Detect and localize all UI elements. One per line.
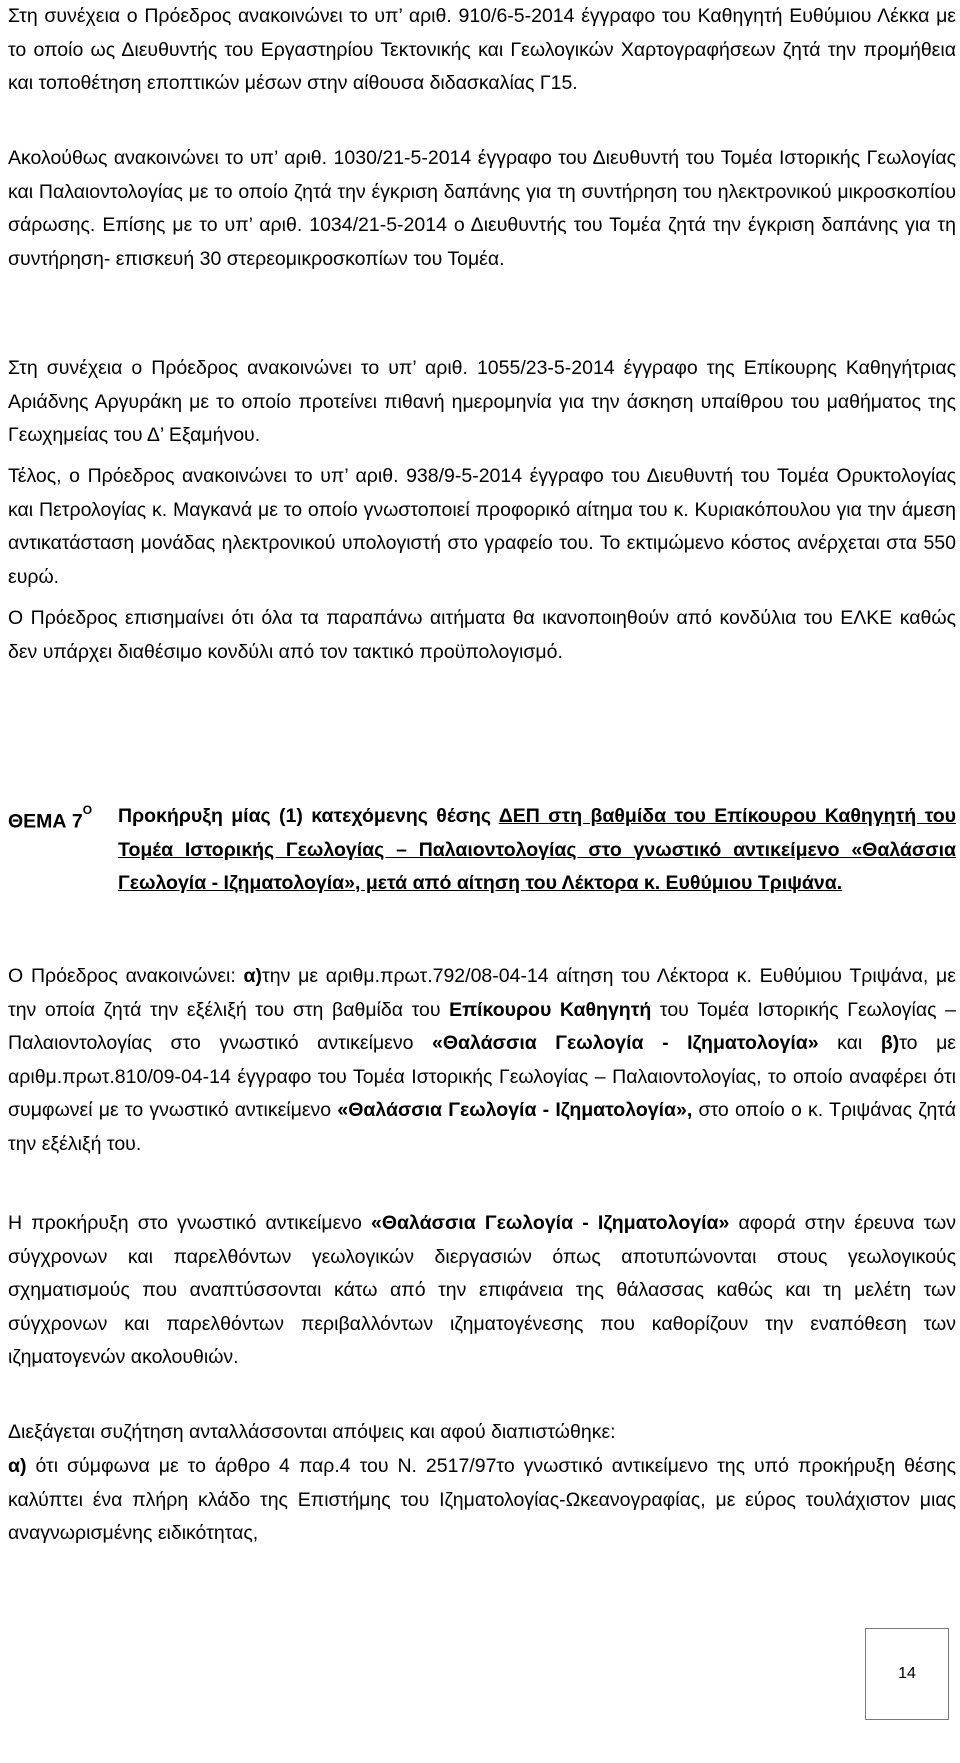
p6-text3: του Τομέα Ιστορικής Γεωλογίας – Παλαιοντολογίας στο γνωστικό αντικείμενο: [8, 998, 956, 1054]
p6-text5: το με αριθμ.πρωτ.810/09-04-14 έγγραφο του Τομέα Ιστορικής Γεωλογίας – Παλαιοντολογίας, το οποίο αναφέρει ότι συμφωνεί με το γνωστικό αντικείμενο: [8, 1032, 956, 1121]
paragraph-subject-description: [8, 1207, 956, 1375]
p6-b: β): [880, 1032, 900, 1054]
p6-a: α): [243, 965, 263, 987]
paragraph-910-request: Στη συνέχεια ο Πρόεδρος ανακοινώνει το υπ’ αριθ. 910/6-5-2014 έγγραφο του Καθηγητή Ευθύμιου Λέκκα με το οποίο ως Διευθυντής του Εργαστηρίου Τεκτονικής και Γεωλογικών Χαρτογραφήσεων ζητά την προμήθεια και τοποθέτηση εποπτικών μέσων στην αίθουσα διδασκαλίας Γ15.: [8, 5, 956, 94]
p6-text6: στο οποίο ο κ. Τριψάνας ζητά την εξέλιξή του.: [8, 1099, 956, 1155]
page-number-box: [865, 1628, 949, 1720]
p6-text1: Ο Πρόεδρος ανακοινώνει:: [8, 965, 244, 987]
paragraph-1030-request: Ακολούθως ανακοινώνει το υπ’ αριθ. 1030/21-5-2014 έγγραφο του Διευθυντή του Τομέα Ιστορικής Γεωλογίας και Παλαιοντολογίας με το οποίο ζητά την έγκριση δαπάνης για τη συντήρηση του ηλεκτρονικού μικροσκοπίου σάρωσης. Επίσης με το υπ’ αριθ. 1034/21-5-2014 ο Διευθυντής του Τομέα ζητά την έγκριση δαπάνης για τη συντήρηση- επισκευή 30 στερεομικροσκοπίων του Τομέα.: [8, 147, 956, 270]
p7-text1: Η προκήρυξη στο γνωστικό αντικείμενο: [8, 1212, 372, 1234]
p8-a: α): [8, 1455, 27, 1477]
page-number: 14: [898, 1665, 916, 1682]
paragraph-1055-request: Στη συνέχεια ο Πρόεδρος ανακοινώνει το υπ’ αριθ. 1055/23-5-2014 έγγραφο της Επίκουρης Καθηγήτριας Αριάδνης Αργυράκη με το οποίο προτείνει πιθανή ημερομηνία για την άσκηση υπαίθρου του μαθήματος της Γεωχημείας του Δ’ Εξαμήνου.: [8, 357, 956, 446]
p6-bold2: «Θαλάσσια Γεωλογία - Ιζηματολογία»: [432, 1032, 819, 1054]
paragraph-938-request: Τέλος, ο Πρόεδρος ανακοινώνει το υπ’ αριθ. 938/9-5-2014 έγγραφο του Διευθυντή του Τομέα Ορυκτολογίας και Πετρολογίας κ. Μαγκανά με το οποίο γνωστοποιεί προφορικό αίτημα του κ. Κυριακόπουλου για την άμεση αντικατάσταση μονάδας ηλεκτρονικού υπολογιστή στο γραφείο του. Το εκτιμώμενο κόστος ανέρχεται στα 550 ευρώ.: [8, 465, 956, 588]
topic-label-text: ΘΕΜΑ 7: [8, 810, 83, 833]
topic-number-label: [8, 800, 92, 839]
topic-label-sup: Ο: [82, 803, 93, 817]
p6-text2: την με αριθμ.πρωτ.792/08-04-14 αίτηση του Λέκτορα κ. Ευθύμιου Τριψάνα, με την οποία ζητά την εξέλιξή του στη βαθμίδα του: [8, 965, 956, 1021]
p6-bold1: Επίκουρου Καθηγητή: [449, 998, 652, 1021]
paragraph-discussion-intro: Διεξάγεται συζήτηση ανταλλάσσονται απόψεις και αφού διαπιστώθηκε:: [8, 1421, 616, 1443]
topic-title-part1: Προκήρυξη μίας (1) κατεχόμενης θέσης: [118, 805, 499, 827]
p8-text2: ότι σύμφωνα με το άρθρο 4 παρ.4 του Ν. 2517/97το γνωστικό αντικείμενο της υπό προκήρυξη θέσης καλύπτει ένα πλήρη κλάδο της Επιστήμης του Ιζηματολογίας-Ωκεανογραφίας, με εύρος τουλάχιστον μιας αναγνωρισμένης ειδικότητας,: [8, 1455, 956, 1544]
topic-title-dep: ΔΕΠ στη βαθμίδα του Επίκουρου Καθηγητή του Τομέα Ιστορικής Γεωλογίας – Παλαιοντολογίας στο γνωστικό αντικείμενο «Θαλάσσια Γεωλογία - Ιζηματολογία», μετά από αίτηση του Λέκτορα κ. Ευθύμιου Τριψάνα.: [118, 805, 956, 894]
p6-bold3: «Θαλάσσια Γεωλογία - Ιζηματολογία»,: [337, 1099, 693, 1121]
topic-title: [118, 800, 956, 901]
p7-bold1: «Θαλάσσια Γεωλογία - Ιζηματολογία»: [371, 1212, 730, 1234]
paragraph-announcement: [8, 960, 956, 1161]
paragraph-discussion-point-a: [8, 1450, 956, 1551]
p6-text4: και: [818, 1032, 881, 1054]
p7-text2: αφορά στην έρευνα των σύγχρονων και παρελθόντων γεωλογικών διεργασιών όπως αποτυπώνονται στους γεωλογικούς σχηματισμούς που αναπτύσσονται κάτω από την επιφάνεια της θάλασσας καθώς και τη μελέτη των σύγχρονων και παρελθόντων περιβαλλόντων ιζηματογένεσης που καθορίζουν την εναπόθεση των ιζηματογενών ακολουθιών.: [8, 1212, 956, 1368]
paragraph-elke-funding: Ο Πρόεδρος επισημαίνει ότι όλα τα παραπάνω αιτήματα θα ικανοποιηθούν από κονδύλια του ΕΛΚΕ καθώς δεν υπάρχει διαθέσιμο κονδύλι από τον τακτικό προϋπολογισμό.: [8, 607, 956, 663]
